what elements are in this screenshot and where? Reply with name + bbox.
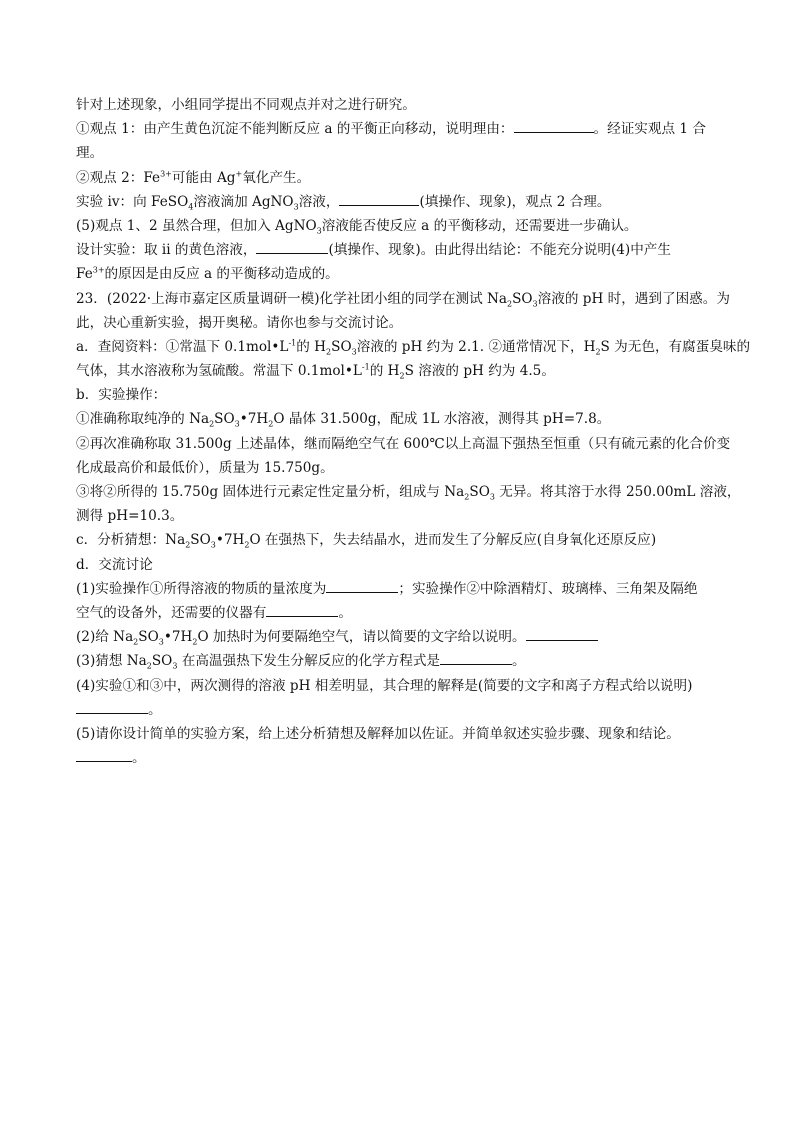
answer-blank[interactable] <box>440 652 512 665</box>
text-line: 理。 <box>76 145 104 162</box>
text-line: d．交流讨论 <box>76 556 153 573</box>
text-line: (2)给 $Na_2SO_3•7H_2O$ 加热时为何要隔绝空气，请以简要的文字给以说明。 <box>76 625 738 649</box>
answer-blank[interactable] <box>76 701 148 714</box>
text-line: ②再次准确称取 31.500g 上述晶体，继而隔绝空气在 600℃以上高温下强热至恒重（只有硫元素的化合价变 <box>76 435 731 452</box>
text-line: c．分析猜想：$Na_2SO_3•7H_2O$ 在强热下，失去结晶水，进而发生了分解反应(自身氧化还原反应) <box>76 532 657 551</box>
text-line: (1)实验操作①所得溶液的物质的量浓度为 ；实验操作②中除酒精灯、玻璃棒、三角架及隔绝 <box>76 580 698 597</box>
text-line: (5)观点 1、2 虽然合理，但加入 AgNO$_3$溶液能否使反应 a 的平衡移动，还需要进一步确认。 <box>76 217 638 236</box>
text-line: 设计实验：取 ii 的黄色溶液， (填操作、现象)。由此得出结论：不能充分说明(4)中产生 <box>76 242 671 259</box>
text-line: 针对上述现象，小组同学提出不同观点并对之进行研究。 <box>76 97 416 113</box>
answer-blank[interactable] <box>256 241 328 254</box>
answer-blank[interactable] <box>76 749 132 762</box>
answer-blank[interactable] <box>526 628 598 641</box>
text-line: 此，决心重新实验，揭开奥秘。请你也参与交流讨论。 <box>76 314 403 331</box>
answer-blank[interactable] <box>326 580 398 593</box>
document-body <box>76 93 751 770</box>
text-line: 实验 iv：向 FeSO$_4$溶液滴加 AgNO$_3$溶液， (填操作、现象)，观点 2 合理。 <box>76 193 611 212</box>
text-line: 。 <box>76 698 738 722</box>
answer-blank[interactable] <box>339 193 419 206</box>
text-line: 空气的设备外，还需要的仪器有 。 <box>76 604 352 621</box>
text-line: 化成最高价和最低价），质量为 15.750g。 <box>76 459 334 476</box>
text-line: 气体，其水溶液称为氢硫酸。常温下 $0.1mol•L^{-1}$的 $H_2S$ 溶液的 pH 约为 4.5。 <box>76 362 555 381</box>
text-line: (4)实验①和③中，两次测得的溶液 pH 相差明显，其合理的解释是(简要的文字和离子方程式给以说明) <box>76 677 693 694</box>
text-line: a．查阅资料：①常温下 $0.1mol•L^{-1}$的 $H_2SO_3$溶液的 pH 约为 2.1. ②通常情况下，$H_2S$ 为无色，有腐蛋臭味的 <box>76 338 751 357</box>
text-line: ③将②所得的 15.750g 固体进行元素定性定量分析，组成与 $Na_2SO_3$ 无异。将其溶于水得 250.00mL 溶液， <box>76 484 741 502</box>
text-line: ①准确称取纯净的 $Na_2SO_3•7H_2O$ 晶体 31.500g，配成 1L 水溶液，测得其 pH=7.8。 <box>76 411 611 430</box>
text-line: (3)猜想 $Na_2SO_3$ 在高温强热下发生分解反应的化学方程式是 。 <box>76 653 526 672</box>
text-line: 。 <box>76 746 738 770</box>
text-line: ①观点 1：由产生黄色沉淀不能判断反应 a 的平衡正向移动，说明理由： 。经证实观点 1 合 <box>76 121 706 138</box>
text-line: b．实验操作： <box>76 387 167 404</box>
text-line: $Fe^{3+}$的原因是由反应 a 的平衡移动造成的。 <box>76 265 339 283</box>
answer-blank[interactable] <box>266 604 338 617</box>
text-line: 测得 pH=10.3。 <box>76 508 184 525</box>
text-line: 23．(2022·上海市嘉定区质量调研一模)化学社团小组的同学在测试 $Na_2SO_3$溶液的 pH 时，遇到了困惑。为 <box>76 290 730 309</box>
text-line: ②观点 2：$Fe^{3+}$可能由 Ag+氧化产生。 <box>76 169 311 186</box>
answer-blank[interactable] <box>514 120 594 133</box>
text-line: (5)请你设计简单的实验方案，给上述分析猜想及解释加以佐证。并简单叙述实验步骤、现象和结论。 <box>76 725 680 742</box>
